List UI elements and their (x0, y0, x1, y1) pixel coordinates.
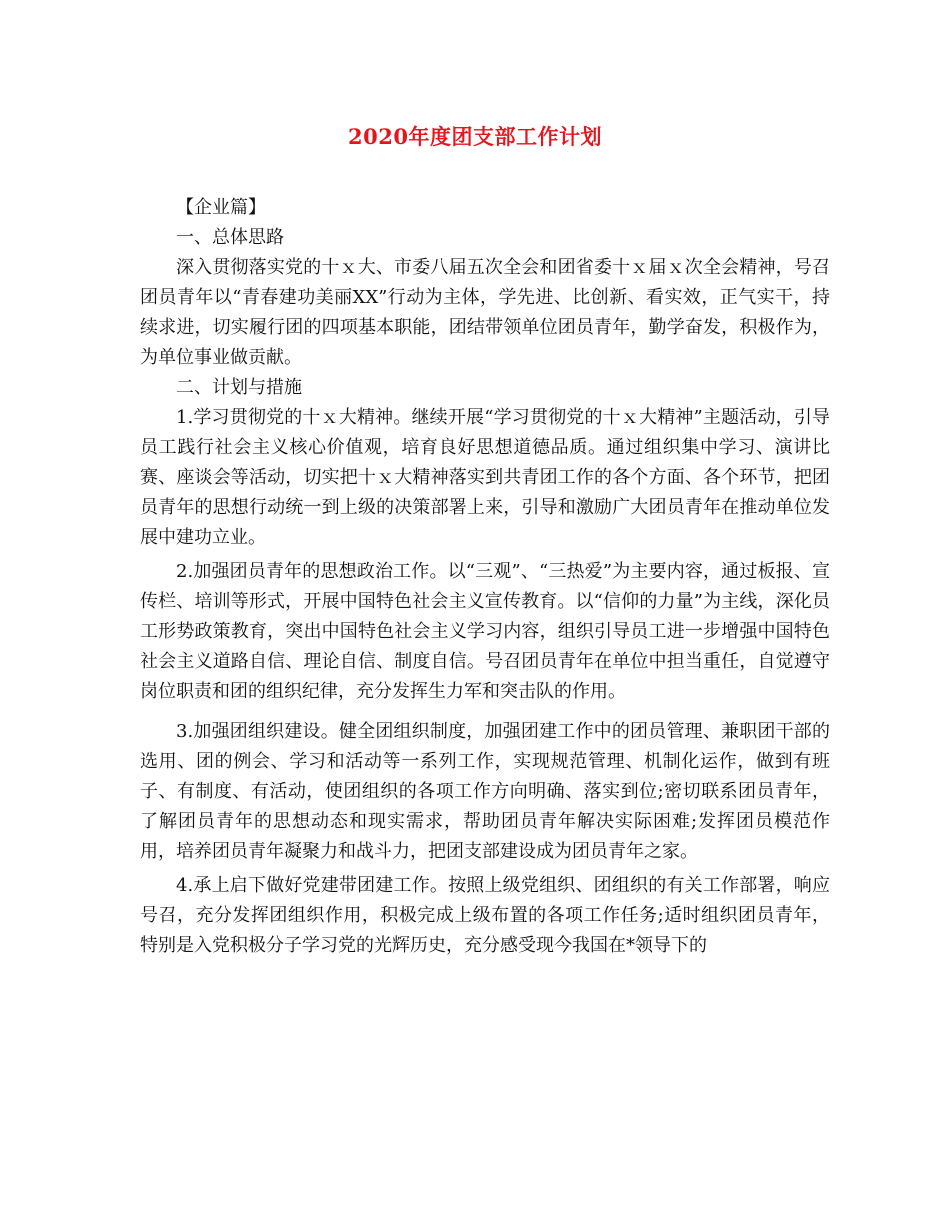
heading-overall-thinking: 一、总体思路 (176, 227, 284, 248)
plan-item-1: 1.学习贯彻党的十ｘ大精神。继续开展“学习贯彻党的十ｘ大精神”主题活动，引导员工践行社会主义核心价值观，培育良好思想道德品质。通过组织集中学习、演讲比赛、座谈会等活动，切实把十ｘ大精神落实到共青团工作的各个方面、各个环节，把团员青年的思想行动统一到上级的决策部署上来，引导和激励广大团员青年在推动单位发展中建功立业。 (140, 407, 830, 548)
document-title: 2020年度团支部工作计划 (348, 124, 602, 149)
heading-plan-measures: 二、计划与措施 (176, 377, 302, 398)
section-label: 【企业篇】 (176, 197, 266, 218)
plan-item-3: 3.加强团组织建设。健全团组织制度，加强团建工作中的团员管理、兼职团干部的选用、团的例会、学习和活动等一系列工作，实现规范管理、机制化运作，做到有班子、有制度、有活动，使团组织的各项工作方向明确、落实到位;密切联系团员青年，了解团员青年的思想动态和现实需求，帮助团员青年解决实际困难;发挥团员模范作用，培养团员青年凝聚力和战斗力，把团支部建设成为团员青年之家。 (140, 721, 830, 862)
paragraph-overall-thinking: 深入贯彻落实党的十ｘ大、市委八届五次全会和团省委十ｘ届ｘ次全会精神，号召团员青年以“青春建功美丽XX”行动为主体，学先进、比创新、看实效，正气实干，持续求进，切实履行团的四项基本职能，团结带领单位团员青年，勤学奋发，积极作为，为单位事业做贡献。 (140, 257, 830, 368)
document-body (140, 193, 830, 961)
plan-item-4: 4.承上启下做好党建带团建工作。按照上级党组织、团组织的有关工作部署，响应号召，充分发挥团组织作用，积极完成上级布置的各项工作任务;适时组织团员青年，特别是入党积极分子学习党的光辉历史，充分感受现今我国在*领导下的 (140, 875, 830, 956)
plan-item-2: 2.加强团员青年的思想政治工作。以“三观”、“三热爱”为主要内容，通过板报、宣传栏、培训等形式，开展中国特色社会主义宣传教育。以“信仰的力量”为主线，深化员工形势政策教育，突出中国特色社会主义学习内容，组织引导员工进一步增强中国特色社会主义道路自信、理论自信、制度自信。号召团员青年在单位中担当重任，自觉遵守岗位职责和团的组织纪律，充分发挥生力军和突击队的作用。 (140, 561, 830, 702)
